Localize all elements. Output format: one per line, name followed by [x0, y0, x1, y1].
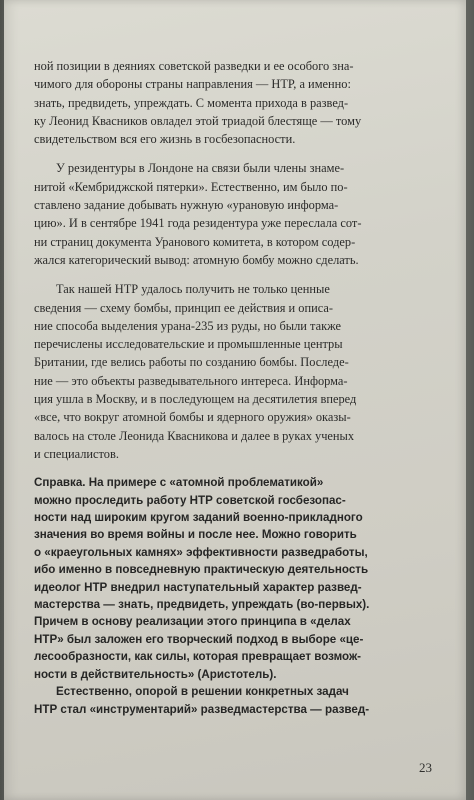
text-line: «все, что вокруг атомной бомбы и ядерного оружия» оказы-	[34, 410, 351, 425]
text-line: валось на столе Леонида Квасникова и далее в руках ученых	[34, 428, 355, 443]
text-line: ни страниц документа Уранового комитета, в котором содер-	[34, 234, 356, 249]
page-body	[34, 57, 434, 718]
text-line: ние — это объекты разведывательного интереса. Информа-	[34, 373, 348, 388]
text-line: и специалистов.	[34, 446, 119, 461]
text-line: цию». И в сентябре 1941 года резидентура уже переслала сот-	[34, 216, 362, 231]
reference-line: Справка. На примере с «атомной проблематикой»	[34, 476, 324, 490]
text-line: перечислены исследовательские и промышленные центры	[34, 337, 343, 352]
reference-line: Естественно, опорой в решении конкретных задач	[56, 685, 349, 699]
page-number: 23	[419, 760, 432, 775]
text-line: свидетельством вся его жизнь в госбезопасности.	[34, 132, 296, 147]
text-line: ние способа выделения урана-235 из руды, но были также	[34, 318, 341, 333]
reference-line: значения во время войны и после нее. Можно говорить	[34, 528, 357, 542]
text-line: ку Леонид Квасников овладел этой триадой блестяще — тому	[34, 113, 362, 128]
paragraph-2	[34, 159, 434, 269]
reference-line: мастерства — знать, предвидеть, упреждать (во-первых).	[34, 598, 370, 612]
text-line: Британии, где велись работы по созданию бомбы. Последе-	[34, 355, 349, 370]
text-line: Так нашей НТР удалось получить не только ценные	[56, 282, 330, 297]
paragraph-1	[34, 57, 434, 148]
text-line: У резидентуры в Лондоне на связи были члены знаме-	[56, 161, 345, 176]
text-line: нитой «Кембриджской пятерки». Естественно, им было по-	[34, 179, 348, 194]
text-line: жался категорический вывод: атомную бомбу можно сделать.	[34, 252, 359, 267]
reference-line: ности в действительность» (Аристотель).	[34, 667, 277, 681]
text-line: чимого для обороны страны направления — НТР, а именно:	[34, 77, 351, 92]
reference-line: можно проследить работу НТР советской госбезопас-	[34, 493, 346, 507]
book-page	[4, 0, 466, 800]
text-line: ция ушла в Москву, и в последующем на десятилетия вперед	[34, 392, 357, 407]
text-line: сведения — схему бомбы, принцип ее действия и описа-	[34, 300, 334, 315]
reference-line: ности над широким кругом заданий военно-прикладного	[34, 511, 363, 525]
reference-line: о «краеугольных камнях» эффективности разведработы,	[34, 545, 368, 559]
paragraph-3	[34, 280, 434, 463]
text-line: знать, предвидеть, упреждать. С момента прихода в развед-	[34, 95, 349, 110]
reference-line: Причем в основу реализации этого принципа в «делах	[34, 615, 351, 629]
reference-line: НТР стал «инструментарий» разведмастерства — развед-	[34, 702, 370, 716]
text-line: ной позиции в деяниях советской разведки и ее особого зна-	[34, 59, 354, 73]
reference-line: ибо именно в повседневную практическую деятельность	[34, 563, 369, 577]
reference-line: лесообразности, как силы, которая превращает возмож-	[34, 650, 362, 664]
reference-line: НТР» был заложен его творческий подход в выборе «це-	[34, 632, 364, 646]
reference-block	[34, 474, 434, 718]
reference-line: идеолог НТР внедрил наступательный характер развед-	[34, 580, 362, 594]
text-line: ставлено задание добывать нужную «урановую информа-	[34, 198, 339, 213]
